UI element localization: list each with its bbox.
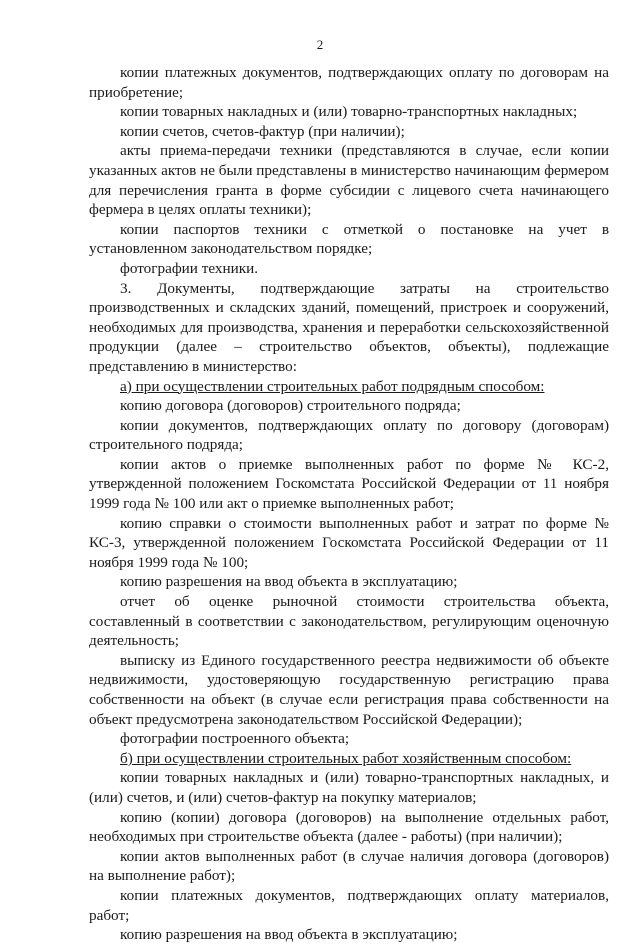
paragraph-section-3: 3. Документы, подтверждающие затраты на строительство производственных и складских зданий, помещений, пристроек и сооружений, необходимых для производства, хранения и переработки сельскохозяйственной продукции (далее – строительство объектов, объекты), подлежащие представлению в министерство: bbox=[89, 279, 609, 375]
page-number: 2 bbox=[316, 37, 324, 52]
paragraph-registry-extract: выписку из Единого государственного реестра недвижимости об объекте недвижимости, удостоверяющую государственную регистрацию права собственности на объект (в случае если регистрация права собственности на объект предусмотрена законодательством Российской Федерации); bbox=[89, 651, 609, 728]
paragraph-commissioning-permit: копию разрешения на ввод объекта в эксплуатацию; bbox=[120, 573, 458, 591]
paragraph-materials-waybills: копии товарных накладных и (или) товарно-транспортных накладных, и (или) счетов, и (или) счетов-фактур на покупку материалов; bbox=[89, 769, 609, 806]
paragraph-equipment-passports: копии паспортов техники с отметкой о постановке на учет в установленном законодательством порядке; bbox=[89, 220, 609, 258]
paragraph-contract-payment: копии документов, подтверждающих оплату по договору (договорам) строительного подряда; bbox=[89, 416, 609, 454]
subheading-economic-method-text: б) при осуществлении строительных работ хозяйственным способом: bbox=[120, 749, 572, 767]
paragraph-ks3-certificate: копию справки о стоимости выполненных работ и затрат по форме № КС-3, утвержденной положением Госкомстата Российской Федерации от 11 ноября 1999 года № 100; bbox=[89, 514, 609, 571]
paragraph-materials-payment: копии платежных документов, подтверждающих оплату материалов, работ; bbox=[89, 886, 609, 924]
paragraph-works-contracts: копию (копии) договора (договоров) на выполнение отдельных работ, необходимых при строительстве объекта (далее - работы) (при наличии); bbox=[89, 808, 609, 846]
subheading-economic-method bbox=[89, 749, 609, 769]
subheading-contract-method-text: а) при осуществлении строительных работ подрядным способом: bbox=[120, 377, 545, 395]
paragraph-invoices: копии счетов, счетов-фактур (при наличии); bbox=[120, 122, 405, 140]
document-body bbox=[89, 63, 609, 945]
paragraph-object-photos: фотографии построенного объекта; bbox=[120, 730, 350, 748]
paragraph-waybills: копии товарных накладных и (или) товарно-транспортных накладных; bbox=[120, 103, 578, 121]
paragraph-ks2-acts: копии актов о приемке выполненных работ по форме № КС-2, утвержденной положением Госкомстата Российской Федерации от 11 ноября 1999 года № 100 или акт о приемке выполненных работ; bbox=[89, 455, 609, 513]
paragraph-payment-docs: копии платежных документов, подтверждающих оплату по договорам на приобретение; bbox=[89, 64, 609, 101]
paragraph-commissioning-permit-2: копию разрешения на ввод объекта в эксплуатацию; bbox=[120, 926, 458, 944]
paragraph-works-acts: копии актов выполненных работ (в случае наличия договора (договоров) на выполнение работ); bbox=[89, 847, 609, 885]
paragraph-transfer-acts: акты приема-передачи техники (представляются в случае, если копии указанных актов не были представлены в министерство начинающим фермером для перечисления гранта в форме субсидии с лицевого счета начинающего фермера в целях оплаты техники); bbox=[89, 142, 609, 219]
paragraph-equipment-photos: фотографии техники. bbox=[120, 259, 259, 277]
paragraph-valuation-report: отчет об оценке рыночной стоимости строительства объекта, составленный в соответствии с законодательством, регулирующим оценочную деятельность; bbox=[89, 593, 609, 650]
paragraph-contract-copy: копию договора (договоров) строительного подряда; bbox=[120, 397, 461, 415]
subheading-contract-method bbox=[89, 377, 609, 397]
